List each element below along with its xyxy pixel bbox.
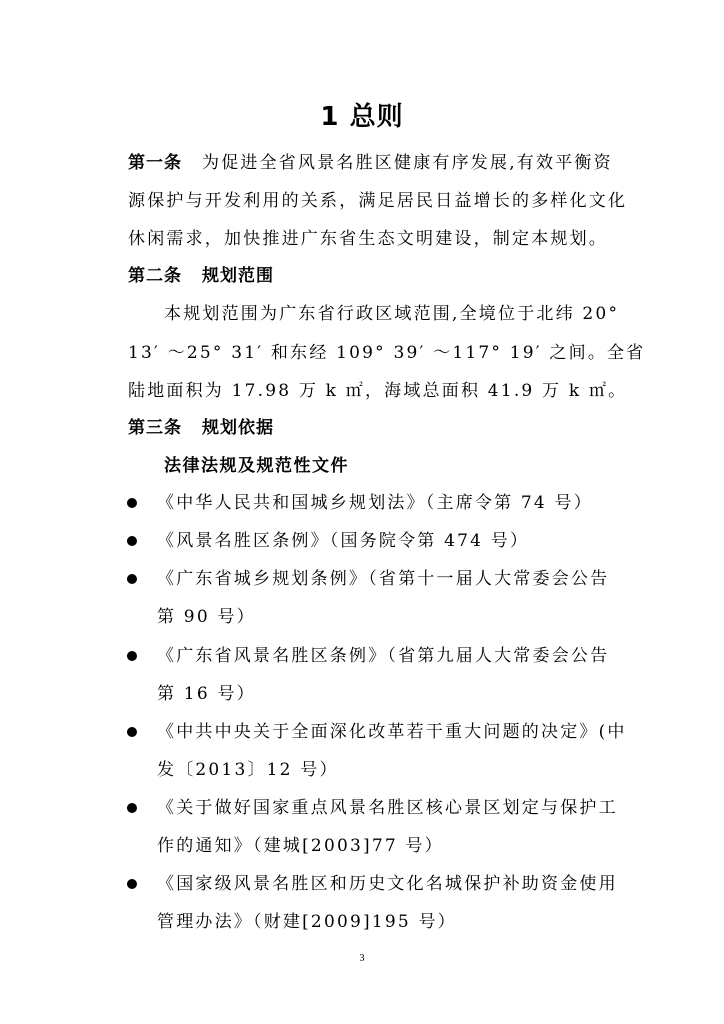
- list-item-5-line-1: 《中共中央关于全面深化改革若干重大问题的决定》(中: [157, 722, 627, 742]
- bullet-icon: [127, 498, 137, 508]
- list-item-6-line-2: 作的通知》（建城[2003]77 号）: [157, 836, 444, 856]
- list-item-7-line-2: 管理办法》（财建[2009]195 号）: [157, 912, 457, 932]
- list-item-6-line-1: 《关于做好国家重点风景名胜区核心景区划定与保护工: [157, 798, 618, 818]
- bullet-icon: [127, 727, 137, 737]
- page-number: 3: [359, 953, 365, 964]
- article-1-text-1: 为促进全省风景名胜区健康有序发展,有效平衡资: [202, 153, 613, 173]
- list-item-2-line-1: 《风景名胜区条例》（国务院令第 474 号）: [157, 531, 530, 551]
- article-1-line-3: 休闲需求，加快推进广东省生态文明建设，制定本规划。: [128, 229, 608, 249]
- list-item-1-line-1: 《中华人民共和国城乡规划法》（主席令第 74 号）: [157, 493, 593, 513]
- list-item-4-line-2: 第 16 号）: [157, 684, 256, 704]
- article-2-line-2: 13′ ～25° 31′ 和东经 109° 39′ ～117° 19′ 之间。全省: [128, 343, 646, 363]
- list-item-4-line-1: 《广东省风景名胜区条例》（省第九届人大常委会公告: [157, 646, 610, 666]
- article-1-line-2: 源保护与开发利用的关系，满足居民日益增长的多样化文化: [128, 191, 628, 211]
- article-3-subheading: 法律法规及规范性文件: [164, 456, 349, 476]
- article-3-label: 第三条: [128, 418, 182, 438]
- bullet-icon: [127, 803, 137, 813]
- list-item-5-line-2: 发〔2013〕12 号）: [157, 760, 339, 780]
- bullet-icon: [127, 574, 137, 584]
- list-item-3-line-2: 第 90 号）: [157, 607, 256, 627]
- bullet-icon: [127, 879, 137, 889]
- article-3-heading: [128, 417, 274, 439]
- article-2-line-3: 陆地面积为 17.98 万 k ㎡，海域总面积 41.9 万 k ㎡。: [128, 381, 628, 401]
- bullet-icon: [127, 536, 137, 546]
- bullet-icon: [127, 651, 137, 661]
- article-1-label: 第一条: [128, 153, 182, 173]
- article-3-title: 规划依据: [202, 418, 274, 438]
- article-2-label: 第二条: [128, 266, 182, 286]
- article-2-title: 规划范围: [202, 266, 274, 286]
- article-2-line-1: 本规划范围为广东省行政区域范围,全境位于北纬 20°: [164, 304, 620, 324]
- list-item-3-line-1: 《广东省城乡规划条例》（省第十一届人大常委会公告: [157, 569, 610, 589]
- article-1-line-1: [128, 152, 613, 174]
- list-item-7-line-1: 《国家级风景名胜区和历史文化名城保护补助资金使用: [157, 874, 618, 894]
- chapter-title: 1 总则: [320, 102, 404, 132]
- article-2-heading: [128, 265, 274, 287]
